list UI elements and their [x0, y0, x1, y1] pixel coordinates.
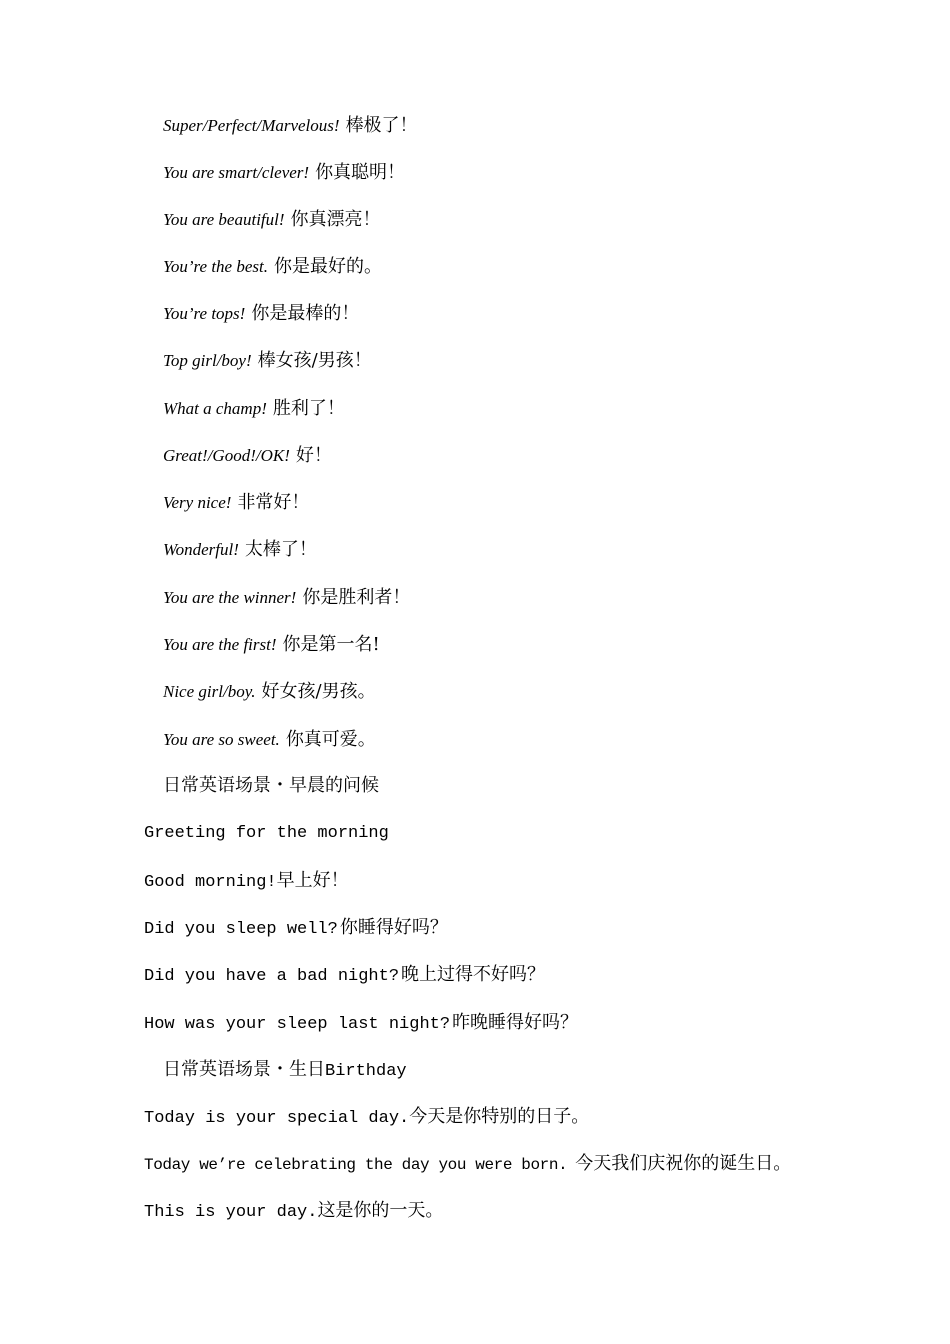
praise-zh: 你真可爱。 [285, 729, 376, 750]
praise-en: Great!/Good!/OK! [163, 446, 290, 465]
morning-line [144, 870, 349, 894]
morning-zh: 早上好！ [276, 870, 349, 891]
morning-zh: 你睡得好吗？ [339, 917, 448, 938]
praise-en: Very nice! [163, 493, 232, 512]
praise-line [163, 445, 332, 467]
birthday-heading-zh: 日常英语场景・生日 [163, 1059, 325, 1080]
morning-en: How was your sleep last night? [144, 1015, 451, 1034]
praise-zh: 胜利了！ [272, 398, 345, 419]
praise-zh: 好！ [295, 445, 332, 466]
birthday-zh: 今天我们庆祝你的诞生日。 [575, 1153, 792, 1174]
praise-line [163, 115, 418, 137]
praise-en: You’re the best. [163, 257, 268, 276]
praise-line [163, 303, 359, 325]
praise-line [163, 681, 376, 703]
praise-zh: 你是第一名! [282, 634, 380, 655]
morning-en: Did you have a bad night? [144, 967, 400, 986]
praise-zh: 你是最好的。 [274, 256, 382, 277]
praise-zh: 棒女孩/男孩！ [257, 350, 372, 371]
morning-line [144, 1012, 578, 1036]
morning-zh: 昨晚睡得好吗？ [452, 1012, 579, 1033]
praise-en: You are smart/clever! [163, 163, 310, 182]
birthday-zh: 今天是你特别的日子。 [409, 1106, 590, 1127]
praise-line [163, 492, 309, 514]
praise-line [163, 350, 372, 372]
praise-line [163, 209, 381, 231]
praise-en: You’re tops! [163, 304, 246, 323]
birthday-line [144, 1200, 443, 1224]
section-heading-birthday [163, 1059, 407, 1083]
praise-line [163, 398, 345, 420]
birthday-line [144, 1153, 791, 1176]
birthday-en: Today is your special day. [144, 1109, 410, 1128]
praise-en: What a champ! [163, 399, 267, 418]
birthday-line [144, 1106, 589, 1130]
praise-en: You are the winner! [163, 588, 297, 607]
praise-zh: 你是胜利者！ [302, 587, 411, 608]
praise-zh: 你真漂亮！ [290, 209, 381, 230]
praise-en: You are beautiful! [163, 210, 285, 229]
praise-zh: 太棒了！ [244, 539, 317, 560]
praise-line [163, 587, 410, 609]
praise-line [163, 634, 380, 656]
birthday-en: This is your day. [144, 1203, 318, 1222]
praise-en: You are so sweet. [163, 730, 280, 749]
praise-line [163, 729, 376, 751]
praise-en: Nice girl/boy. [163, 682, 256, 701]
morning-line [144, 917, 448, 941]
praise-zh: 棒极了！ [345, 115, 418, 136]
praise-zh: 你真聪明！ [315, 162, 406, 183]
birthday-zh: 这是你的一天。 [317, 1200, 444, 1221]
morning-zh: 晚上过得不好吗？ [401, 964, 546, 985]
praise-zh: 非常好！ [237, 492, 310, 513]
praise-line [163, 162, 405, 184]
morning-en: Did you sleep well? [144, 920, 338, 939]
birthday-en: Today we’re celebrating the day you were born. [144, 1156, 568, 1174]
section-subtitle-morning: Greeting for the morning [144, 824, 389, 843]
section-heading-morning: 日常英语场景・早晨的问候 [163, 775, 379, 796]
praise-en: Wonderful! [163, 540, 239, 559]
praise-line [163, 539, 317, 561]
birthday-heading-en: Birthday [325, 1062, 407, 1081]
morning-en: Good morning! [144, 873, 277, 892]
praise-zh: 你是最棒的！ [251, 303, 360, 324]
praise-zh: 好女孩/男孩。 [261, 681, 376, 702]
morning-line [144, 964, 545, 988]
praise-en: Super/Perfect/Marvelous! [163, 116, 340, 135]
praise-line [163, 256, 382, 278]
praise-en: You are the first! [163, 635, 277, 654]
praise-en: Top girl/boy! [163, 351, 252, 370]
